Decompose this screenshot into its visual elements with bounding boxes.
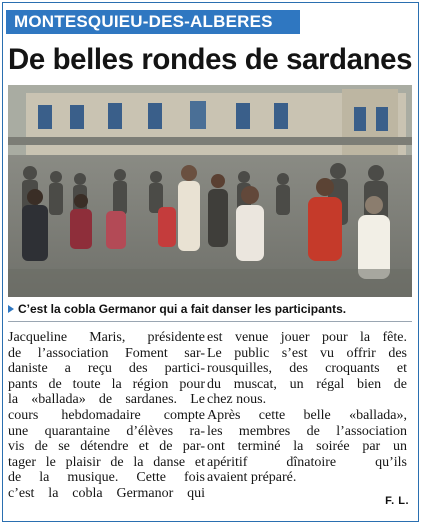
body-line: les membres de l’association — [207, 423, 407, 439]
body-line: cours hebdomadaire compte — [8, 407, 205, 423]
body-line: la «ballada» de sardanes. Le — [8, 392, 205, 408]
article-photo — [8, 85, 412, 297]
photo-caption — [8, 301, 412, 317]
location-kicker: MONTESQUIEU-DES-ALBERES — [6, 10, 300, 34]
body-line: Le public s’est vu offrir des — [207, 345, 407, 361]
body-line: chez nous. — [207, 392, 267, 408]
body-line: de l’association Foment sar- — [8, 345, 205, 361]
body-line: vis de se détendre et de par- — [8, 439, 205, 455]
body-line: de la musique. Cette fois — [8, 470, 205, 486]
body-line: ont terminé la soirée par un — [207, 439, 407, 455]
body-line: apéritif dînatoire qu’ils — [207, 454, 407, 470]
caption-text: C’est la cobla Germanor qui a fait danser les participants. — [18, 302, 347, 316]
caption-marker-icon — [8, 305, 14, 313]
author-initials: F. L. — [385, 495, 409, 507]
caption-divider — [8, 321, 412, 322]
article-column-1 — [8, 330, 205, 502]
body-line: une quarantaine d’élèves ra- — [8, 423, 205, 439]
body-line: rousquilles, des croquants et — [207, 361, 407, 377]
body-line: c’est la cobla Germanor qui — [8, 485, 205, 501]
body-line: pants de toute la région pour — [8, 376, 205, 392]
body-line: daniste a reçu des partici- — [8, 361, 205, 377]
body-line: est venue jouer pour la fête. — [207, 330, 407, 345]
body-line: du muscat, un régal bien de — [207, 376, 407, 392]
body-line: avaient préparé. — [207, 470, 297, 486]
body-line: tager le plaisir de la danse et — [8, 454, 205, 470]
article-column-2 — [207, 330, 407, 486]
body-line: Après cette belle «ballada», — [207, 407, 407, 423]
body-line: Jacqueline Maris, présidente — [8, 330, 205, 345]
article-headline: De belles rondes de sardanes — [8, 43, 413, 76]
